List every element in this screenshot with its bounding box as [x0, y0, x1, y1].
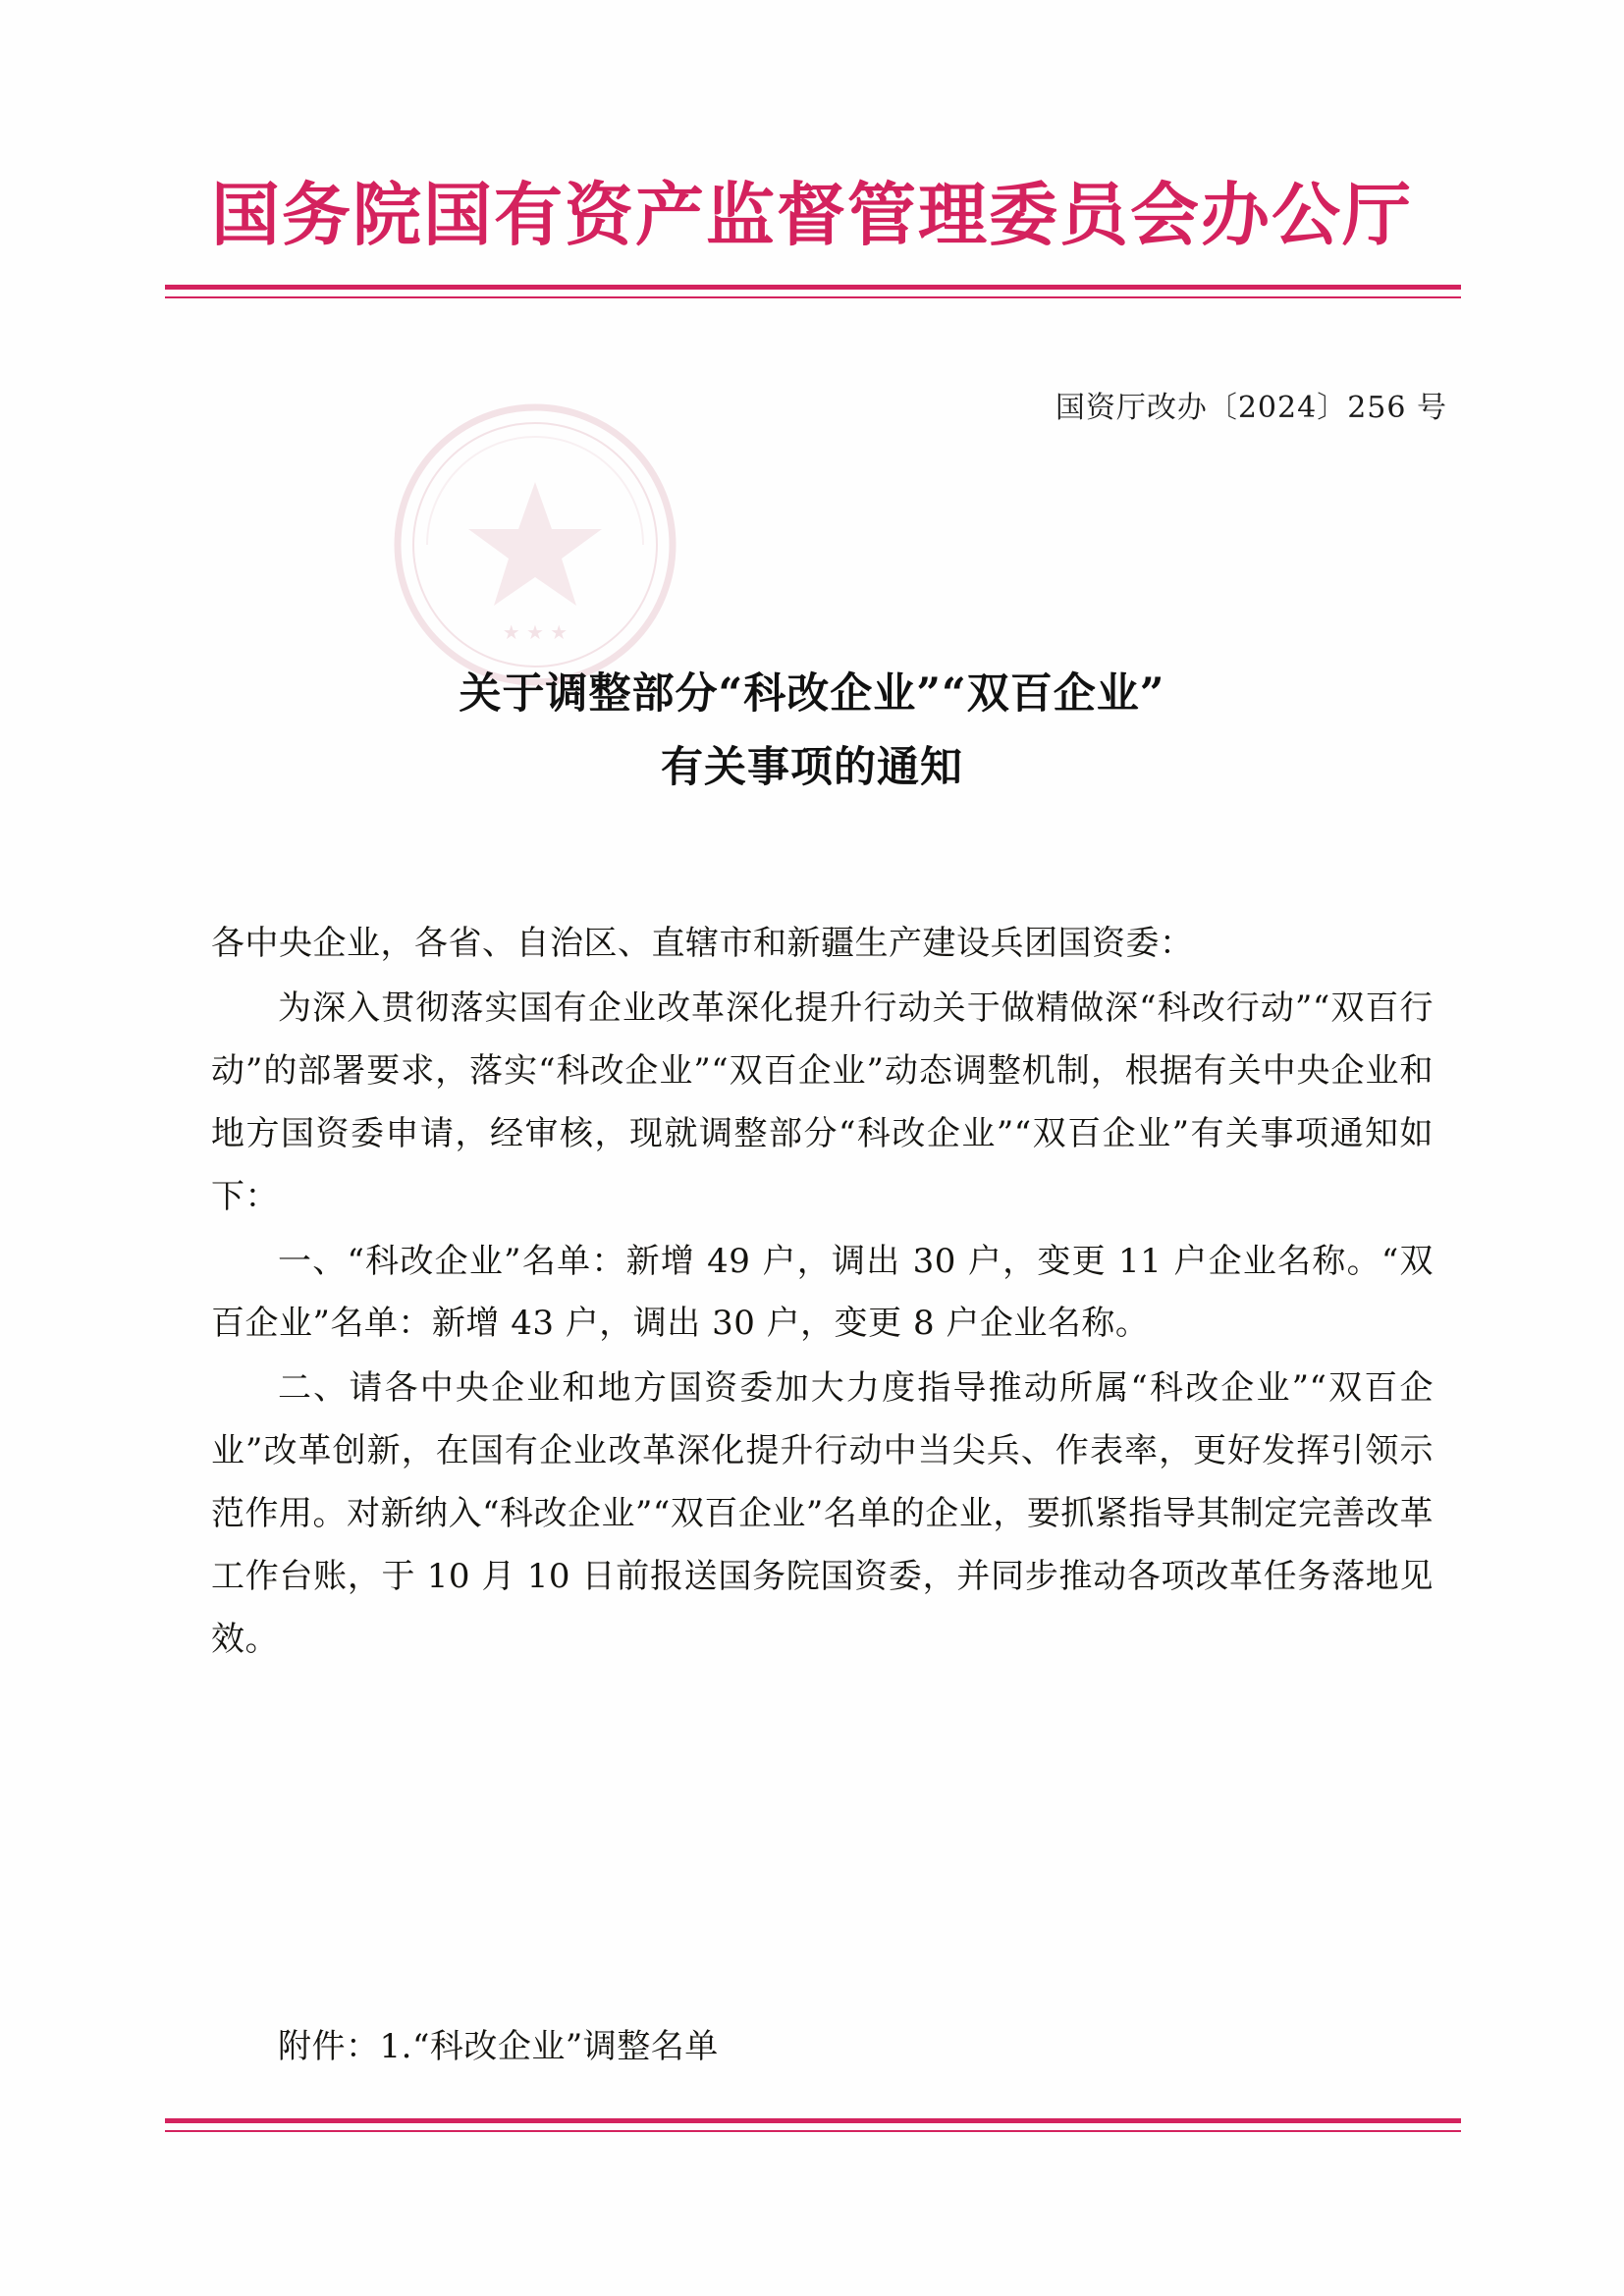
attachment-section [211, 2017, 1434, 2077]
letterhead-rule-group [165, 285, 1461, 298]
body-paragraph-3: 二、请各中央企业和地方国资委加大力度指导推动所属“科改企业”“双百企业”改革创新，在国有企业改革深化提升行动中当尖兵、作表率，更好发挥引领示范作用。对新纳入“科改企业”“双百企业”名单的企业，要抓紧指导其制定完善改革工作台账，于 10 月 10 日前报送国务院国资委，并同步推动各项改革任务落地见效。 [211, 1368, 1434, 1659]
letterhead-title: 国务院国有资产监督管理委员会办公厅 [211, 174, 1413, 255]
svg-text:★ ★ ★: ★ ★ ★ [502, 620, 568, 644]
salutation: 各中央企业，各省、自治区、直辖市和新疆生产建设兵团国资委： [211, 924, 1194, 963]
page-title-line-1: 关于调整部分“科改企业”“双百企业” [459, 669, 1165, 719]
red-star-seal-watermark [388, 398, 682, 692]
document-number: 国资厅改办〔2024〕256 号 [1055, 391, 1447, 425]
attachment-line: 附件：1.“科改企业”调整名单 [278, 2027, 719, 2066]
footer-rule-thin [165, 2130, 1461, 2132]
letterhead [0, 174, 1624, 255]
page-title [0, 658, 1624, 806]
letterhead-rule-thin [165, 296, 1461, 298]
body-paragraph-1: 为深入贯彻落实国有企业改革深化提升行动关于做精做深“科改行动”“双百行动”的部署要求，落实“科改企业”“双百企业”动态调整机制，根据有关中央企业和地方国资委申请，经审核，现就调整部分“科改企业”“双百企业”有关事项通知如下： [211, 988, 1434, 1216]
footer-rule-spacer [165, 2123, 1461, 2130]
page-title-line-2: 有关事项的通知 [661, 743, 963, 793]
body-paragraph-2: 一、“科改企业”名单：新增 49 户，调出 30 户，变更 11 户企业名称。“双百企业”名单：新增 43 户，调出 30 户，变更 8 户企业名称。 [211, 1241, 1434, 1344]
footer-rule-group [165, 2118, 1461, 2132]
document-body [211, 913, 1434, 1674]
rule-spacer [165, 290, 1461, 296]
